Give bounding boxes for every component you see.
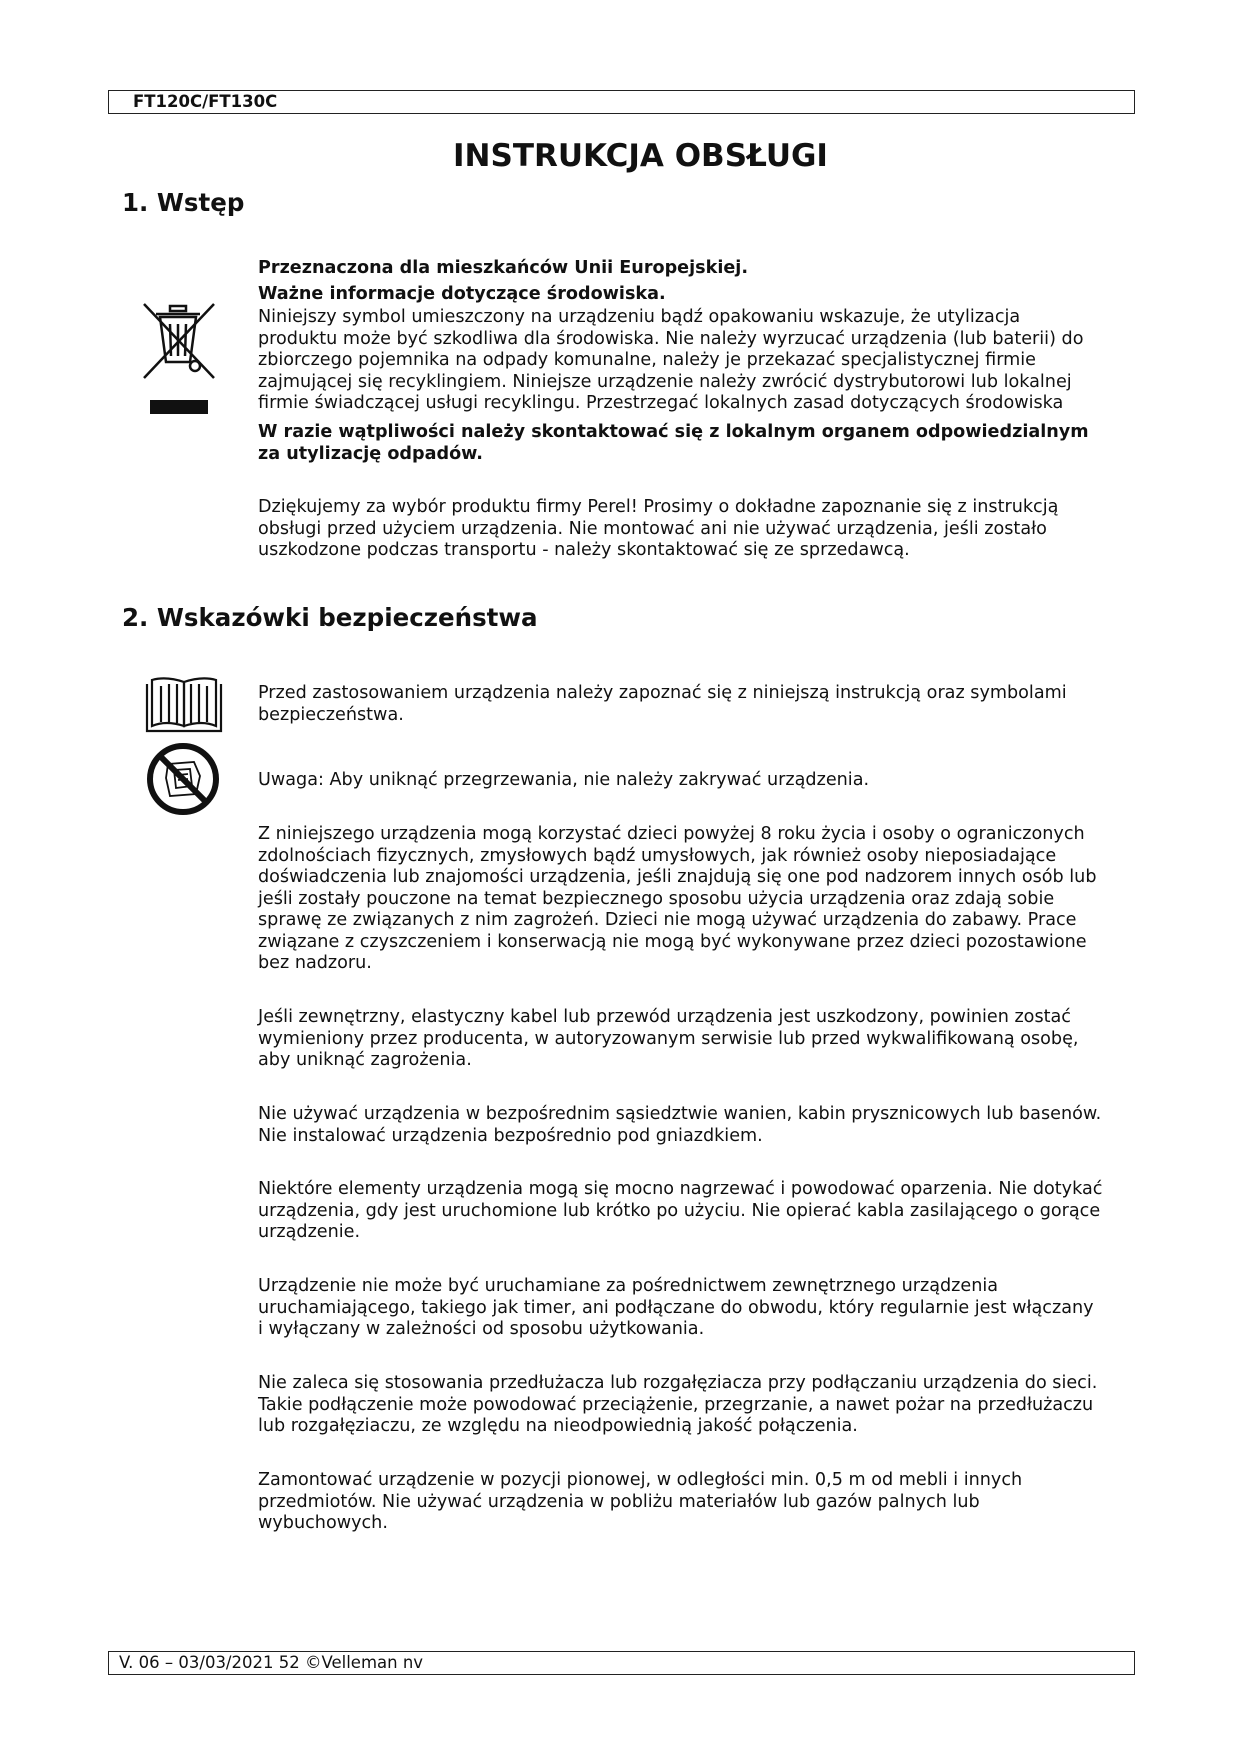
text-line: zbiorczego pojemnika na odpady komunalne, należy je przekazać specjalistycznej firmie: [258, 350, 1036, 370]
eu-residents-title: Przeznaczona dla mieszkańców Unii Europejskiej.: [258, 258, 748, 278]
text-line: Z niniejszego urządzenia mogą korzystać dzieci powyżej 8 roku życia i osoby o ograniczonych: [258, 824, 1085, 844]
text-line: urządzenie.: [258, 1222, 361, 1242]
text-line: Niniejszy symbol umieszczony na urządzeniu bądź opakowaniu wskazuje, że utylizacja: [258, 307, 1021, 327]
children-usage-text: [258, 824, 1138, 975]
damaged-cable-text: [258, 1007, 1138, 1072]
text-line: W razie wątpliwości należy skontaktować się z lokalnym organem odpowiedzialnym: [258, 422, 1089, 442]
text-line: doświadczenia lub znajomości urządzenia, jeśli znajdują się one pod nadzorem innych osób lub: [258, 867, 1097, 887]
text-line: i wyłączany w zależności od sposobu użytkowania.: [258, 1319, 705, 1339]
text-line: Dziękujemy za wybór produktu firmy Perel! Prosimy o dokładne zapoznanie się z instrukcją: [258, 497, 1059, 517]
text-line: Urządzenie nie może być uruchamiane za pośrednictwem zewnętrznego urządzenia: [258, 1276, 999, 1296]
do-not-cover-icon: [146, 742, 220, 816]
text-line: Zamontować urządzenie w pozycji pionowej, w odległości min. 0,5 m od mebli i innych: [258, 1470, 1023, 1490]
text-line: Nie zaleca się stosowania przedłużacza lub rozgałęziacza przy podłączaniu urządzenia do sieci.: [258, 1373, 1098, 1393]
doubt-contact-text: [258, 422, 1138, 465]
text-line: lub rozgałęziaczu, ze względu na nieodpowiednią jakość połączenia.: [258, 1416, 858, 1436]
section-heading-intro: 1. Wstęp: [122, 188, 245, 217]
timer-warning-text: [258, 1276, 1138, 1341]
text-line: Takie podłączenie może powodować przeciążenie, przegrzanie, a nawet pożar na przedłużaczu: [258, 1394, 1094, 1415]
model-label: FT120C/FT130C: [133, 92, 278, 111]
mounting-text: [258, 1470, 1138, 1535]
text-line: urządzenia, gdy jest uruchomione lub krótko po użyciu. Nie opierać kabla zasilającego o gorące: [258, 1200, 1101, 1221]
text-line: zdolnościach fizycznych, zmysłowych bądź umysłowych, jak również osoby nieposiadające: [258, 845, 1057, 866]
text-line: Przed zastosowaniem urządzenia należy zapoznać się z niniejszą instrukcją oraz symbolami: [258, 683, 1067, 703]
header-model-box: [108, 90, 1135, 114]
overheating-warning-text: Uwaga: Aby uniknąć przegrzewania, nie należy zakrywać urządzenia.: [258, 770, 870, 790]
section-heading-safety: 2. Wskazówki bezpieczeństwa: [122, 603, 538, 632]
text-line: obsługi przed użyciem urządzenia. Nie montować ani nie używać urządzenia, jeśli zostało: [258, 518, 1047, 539]
environment-info-text: [258, 307, 1138, 415]
text-line: wymieniony przez producenta, w autoryzowanym serwisie lub przed wykwalifikowaną osobę,: [258, 1028, 1079, 1049]
environment-info-title: Ważne informacje dotyczące środowiska.: [258, 284, 666, 304]
read-manual-text: [258, 683, 1138, 726]
bathroom-warning-text: [258, 1104, 1138, 1147]
read-manual-book-icon: [144, 676, 224, 734]
footer-version-text: V. 06 – 03/03/2021 52 ©Velleman nv: [119, 1653, 424, 1672]
text-line: za utylizację odpadów.: [258, 443, 483, 464]
text-line: związane z czyszczeniem i konserwacją nie mogą być wykonywane przez dzieci pozostawione: [258, 931, 1087, 952]
footer-version-box: [108, 1651, 1135, 1675]
text-line: przedmiotów. Nie używać urządzenia w pobliżu materiałów lub gazów palnych lub: [258, 1491, 980, 1512]
page-title: INSTRUKCJA OBSŁUGI: [453, 138, 828, 174]
hot-surface-text: [258, 1179, 1138, 1244]
text-line: produktu może być szkodliwa dla środowiska. Nie należy wyrzucać urządzenia (lub baterii) do: [258, 328, 1084, 349]
text-line: Nie używać urządzenia w bezpośrednim sąsiedztwie wanien, kabin prysznicowych lub basenów.: [258, 1104, 1102, 1124]
text-line: Niektóre elementy urządzenia mogą się mocno nagrzewać i powodować oparzenia. Nie dotykać: [258, 1179, 1103, 1199]
text-line: aby uniknąć zagrożenia.: [258, 1050, 472, 1070]
text-line: bezpieczeństwa.: [258, 704, 404, 725]
text-line: Jeśli zewnętrzny, elastyczny kabel lub przewód urządzenia jest uszkodzony, powinien zostać: [258, 1007, 1071, 1027]
text-line: uszkodzone podczas transportu - należy skontaktować się ze sprzedawcą.: [258, 540, 910, 560]
text-line: Nie instalować urządzenia bezpośrednio pod gniazdkiem.: [258, 1125, 763, 1146]
text-line: jeśli zostały pouczone na temat bezpiecznego sposobu użycia urządzenia oraz zdają sobie: [258, 888, 1055, 909]
extension-cord-text: [258, 1373, 1138, 1438]
text-line: firmie świadczącej usługi recyklingu. Przestrzegać lokalnych zasad dotyczących środowiska: [258, 393, 1064, 413]
thanks-text: [258, 497, 1138, 562]
text-line: uruchamiającego, takiego jak timer, ani podłączane do obwodu, który regularnie jest włączany: [258, 1297, 1094, 1318]
text-line: bez nadzoru.: [258, 953, 372, 973]
text-line: sprawę ze związanych z nim zagrożeń. Dzieci nie mogą używać urządzenia do zabawy. Prace: [258, 910, 1077, 930]
text-line: wybuchowych.: [258, 1513, 388, 1533]
weee-crossed-bin-icon: [140, 300, 220, 416]
text-line: zajmującej się recyklingiem. Niniejsze urządzenie należy zwrócić dystrybutorowi lub lokalnej: [258, 371, 1072, 392]
